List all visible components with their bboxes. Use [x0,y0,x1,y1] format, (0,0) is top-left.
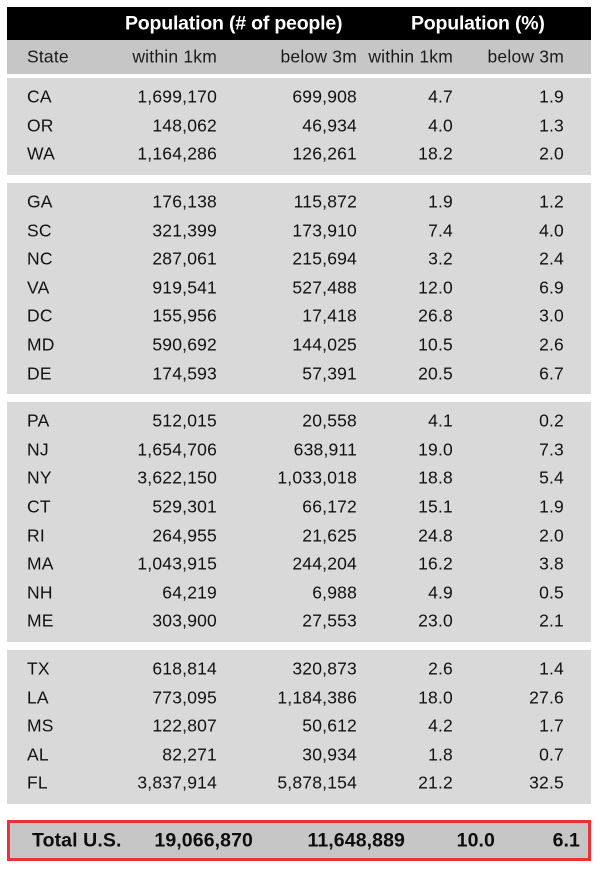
cell-count-within-1km: 64,219 [162,582,217,603]
cell-state: DE [27,363,52,384]
cell-count-below-3m: 173,910 [292,220,357,241]
cell-count-within-1km: 590,692 [152,334,217,355]
cell-count-within-1km: 174,593 [152,363,217,384]
table-row[interactable] [7,550,591,579]
cell-state: CA [27,86,52,107]
cell-count-below-3m: 115,872 [293,191,357,212]
row-group [7,402,591,642]
header-group-population-percent: Population (%) [411,12,545,34]
row-group [7,650,591,804]
cell-count-below-3m: 30,934 [302,744,357,765]
cell-percent-within-1km: 2.6 [428,658,453,679]
cell-state: LA [27,687,49,708]
table-row[interactable] [7,464,591,493]
cell-count-within-1km: 287,061 [152,248,217,269]
table-row[interactable] [7,407,591,436]
cell-count-within-1km: 1,043,915 [137,553,217,574]
cell-percent-within-1km: 23.0 [418,610,453,631]
cell-count-below-3m: 17,418 [302,305,357,326]
table-row[interactable] [7,302,591,331]
column-header-count-below-3m: below 3m [280,46,357,67]
cell-count-within-1km: 512,015 [152,410,217,431]
cell-state: OR [27,115,54,136]
table-subheader-row [7,40,591,74]
cell-count-below-3m: 57,391 [302,363,357,384]
table-row[interactable] [7,112,591,141]
cell-count-below-3m: 46,934 [302,115,357,136]
cell-count-within-1km: 618,814 [152,658,217,679]
cell-percent-below-3m: 2.0 [539,525,564,546]
table-row[interactable] [7,83,591,112]
cell-count-below-3m: 5,878,154 [277,772,357,793]
cell-percent-within-1km: 10.5 [418,334,453,355]
cell-count-within-1km: 1,654,706 [137,439,217,460]
table-row[interactable] [7,274,591,303]
cell-count-below-3m: 699,908 [292,86,357,107]
cell-state: GA [27,191,53,212]
table-row[interactable] [7,245,591,274]
cell-percent-within-1km: 4.1 [428,410,453,431]
table-row[interactable] [7,712,591,741]
cell-count-below-3m: 20,558 [302,410,357,431]
cell-percent-below-3m: 5.4 [539,467,564,488]
cell-state: VA [27,277,50,298]
cell-count-within-1km: 919,541 [152,277,217,298]
cell-percent-below-3m: 1.4 [539,658,564,679]
cell-state: MA [27,553,54,574]
cell-count-within-1km: 321,399 [152,220,217,241]
cell-percent-below-3m: 1.2 [539,191,564,212]
total-percent-within-1km: 10.0 [456,829,495,851]
cell-count-below-3m: 144,025 [292,334,357,355]
cell-count-within-1km: 155,956 [152,305,217,326]
table-row[interactable] [7,140,591,169]
cell-state: AL [27,744,49,765]
table-header-bar [7,7,591,40]
cell-count-within-1km: 264,955 [152,525,217,546]
cell-count-below-3m: 6,988 [312,582,357,603]
cell-percent-below-3m: 0.2 [539,410,564,431]
cell-percent-within-1km: 1.9 [428,191,453,212]
cell-percent-within-1km: 18.0 [418,687,453,708]
table-row[interactable] [7,607,591,636]
cell-percent-below-3m: 4.0 [539,220,564,241]
cell-percent-below-3m: 1.7 [539,715,564,736]
table-row[interactable] [7,493,591,522]
cell-percent-below-3m: 2.4 [539,248,564,269]
column-header-state: State [27,46,69,67]
cell-percent-within-1km: 7.4 [428,220,453,241]
cell-percent-within-1km: 18.2 [418,143,453,164]
cell-percent-within-1km: 4.9 [428,582,453,603]
cell-percent-within-1km: 20.5 [418,363,453,384]
cell-percent-below-3m: 1.3 [539,115,564,136]
cell-percent-within-1km: 15.1 [418,496,453,517]
table-body [7,78,591,812]
cell-state: WA [27,143,55,164]
total-row [7,820,591,861]
cell-count-within-1km: 1,699,170 [137,86,217,107]
cell-percent-within-1km: 3.2 [428,248,453,269]
cell-percent-below-3m: 6.9 [539,277,564,298]
cell-percent-within-1km: 24.8 [418,525,453,546]
cell-count-within-1km: 3,622,150 [137,467,217,488]
cell-state: PA [27,410,50,431]
cell-state: MD [27,334,55,355]
cell-count-within-1km: 1,164,286 [137,143,217,164]
column-header-percent-below-3m: below 3m [487,46,564,67]
cell-state: NC [27,248,53,269]
cell-percent-within-1km: 26.8 [418,305,453,326]
cell-percent-below-3m: 3.8 [539,553,564,574]
cell-percent-below-3m: 6.7 [539,363,564,384]
total-percent-below-3m: 6.1 [552,829,580,851]
cell-percent-below-3m: 7.3 [539,439,564,460]
table-row[interactable] [7,683,591,712]
column-header-count-within-1km: within 1km [132,46,217,67]
cell-percent-below-3m: 2.6 [539,334,564,355]
cell-percent-below-3m: 2.1 [539,610,564,631]
cell-state: MS [27,715,54,736]
cell-state: NH [27,582,53,603]
table-row[interactable] [7,521,591,550]
cell-percent-below-3m: 1.9 [539,496,564,517]
row-group [7,183,591,394]
cell-percent-within-1km: 4.7 [428,86,453,107]
total-count-within-1km: 19,066,870 [154,829,253,851]
cell-percent-within-1km: 19.0 [418,439,453,460]
cell-count-below-3m: 320,873 [292,658,357,679]
cell-count-below-3m: 126,261 [292,143,357,164]
cell-percent-within-1km: 1.8 [428,744,453,765]
cell-percent-below-3m: 3.0 [539,305,564,326]
cell-count-below-3m: 638,911 [293,439,357,460]
cell-count-within-1km: 529,301 [152,496,217,517]
cell-state: RI [27,525,45,546]
cell-percent-below-3m: 2.0 [539,143,564,164]
cell-percent-within-1km: 21.2 [418,772,453,793]
cell-percent-within-1km: 18.8 [418,467,453,488]
cell-state: TX [27,658,50,679]
cell-count-within-1km: 3,837,914 [137,772,217,793]
cell-count-within-1km: 122,807 [152,715,217,736]
cell-count-below-3m: 27,553 [302,610,357,631]
cell-percent-within-1km: 16.2 [418,553,453,574]
cell-percent-below-3m: 27.6 [529,687,564,708]
cell-percent-within-1km: 4.0 [428,115,453,136]
cell-count-within-1km: 773,095 [152,687,217,708]
cell-percent-below-3m: 32.5 [529,772,564,793]
cell-percent-below-3m: 0.5 [539,582,564,603]
cell-count-below-3m: 215,694 [292,248,357,269]
cell-state: NJ [27,439,49,460]
cell-percent-below-3m: 0.7 [539,744,564,765]
cell-count-below-3m: 50,612 [302,715,357,736]
cell-count-within-1km: 148,062 [152,115,217,136]
table-row[interactable] [7,740,591,769]
cell-state: DC [27,305,53,326]
cell-count-below-3m: 21,625 [302,525,357,546]
cell-state: SC [27,220,52,241]
cell-state: ME [27,610,54,631]
cell-percent-within-1km: 4.2 [428,715,453,736]
total-row-label: Total U.S. [32,829,122,851]
header-group-population-count: Population (# of people) [125,12,343,34]
table-row[interactable] [7,769,591,798]
cell-count-below-3m: 1,184,386 [277,687,357,708]
cell-state: FL [27,772,48,793]
table-row[interactable] [7,216,591,245]
table-row[interactable] [7,655,591,684]
cell-state: CT [27,496,51,517]
table-row[interactable] [7,579,591,608]
column-header-percent-within-1km: within 1km [368,46,453,67]
cell-count-below-3m: 527,488 [292,277,357,298]
total-count-below-3m: 11,648,889 [307,829,405,851]
table-row[interactable] [7,359,591,388]
cell-state: NY [27,467,52,488]
cell-percent-within-1km: 12.0 [418,277,453,298]
cell-count-within-1km: 176,138 [152,191,217,212]
table-row[interactable] [7,188,591,217]
cell-count-below-3m: 66,172 [302,496,357,517]
cell-percent-below-3m: 1.9 [539,86,564,107]
table-row[interactable] [7,331,591,360]
cell-count-below-3m: 244,204 [292,553,357,574]
cell-count-within-1km: 303,900 [152,610,217,631]
row-group [7,78,591,175]
table-row[interactable] [7,436,591,465]
cell-count-below-3m: 1,033,018 [277,467,357,488]
cell-count-within-1km: 82,271 [162,744,217,765]
